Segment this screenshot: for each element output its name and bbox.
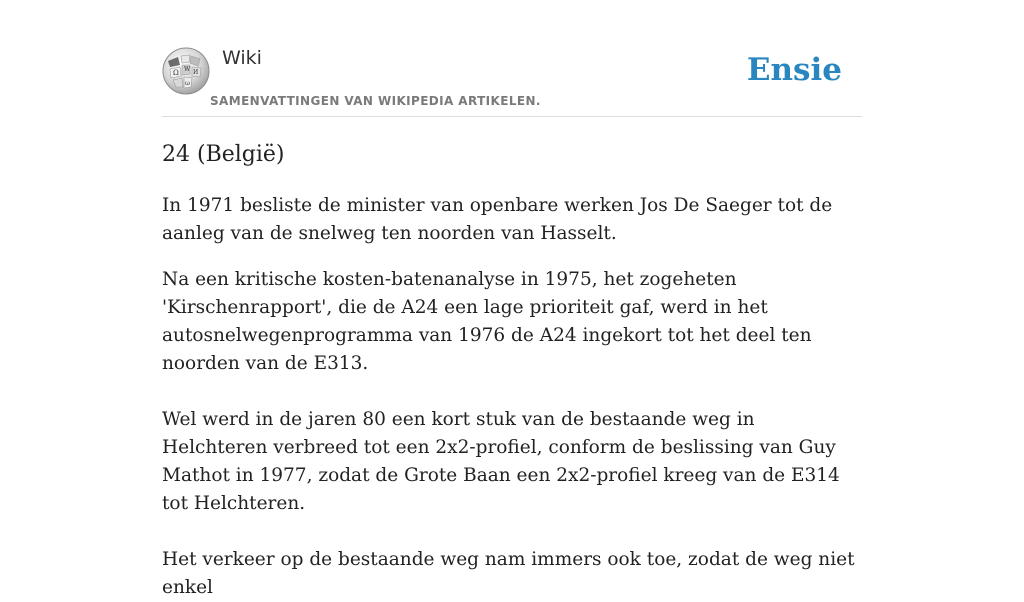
brand-logo[interactable]: Ensie xyxy=(746,52,842,88)
wikipedia-globe-icon[interactable] xyxy=(162,47,210,95)
svg-text:ω: ω xyxy=(185,80,190,87)
svg-text:W: W xyxy=(184,66,191,73)
article-title: 24 (België) xyxy=(162,142,285,167)
site-name[interactable]: Wiki xyxy=(222,47,262,69)
article-paragraph: In 1971 besliste de minister van openbare werken Jos De Saeger tot de aanleg van de snelweg ten noorden van Hasselt. xyxy=(162,195,833,244)
article-paragraph: Het verkeer op de bestaande weg nam immers ook toe, zodat de weg niet enkel xyxy=(162,549,855,598)
svg-text:И: И xyxy=(193,69,199,76)
article-paragraph: Na een kritische kosten-batenanalyse in 1975, het zogeheten 'Kirschenrapport', die de A24 een lage prioriteit gaf, werd in het autosnelwegenprogramma van 1976 de A24 ingekort tot het deel ten noorden van de E313. xyxy=(162,269,812,374)
site-tagline: SAMENVATTINGEN VAN WIKIPEDIA ARTIKELEN. xyxy=(210,94,541,108)
svg-text:Ω: Ω xyxy=(173,69,179,77)
page xyxy=(162,0,862,598)
article-body xyxy=(162,192,862,602)
article-paragraph: Wel werd in de jaren 80 een kort stuk van de bestaande weg in Helchteren verbreed tot een 2x2-profiel, conform de beslissing van Guy Mathot in 1977, zodat de Grote Baan een 2x2-profiel kreeg van de E314 tot Helchteren. xyxy=(162,409,840,514)
site-header xyxy=(162,0,862,117)
